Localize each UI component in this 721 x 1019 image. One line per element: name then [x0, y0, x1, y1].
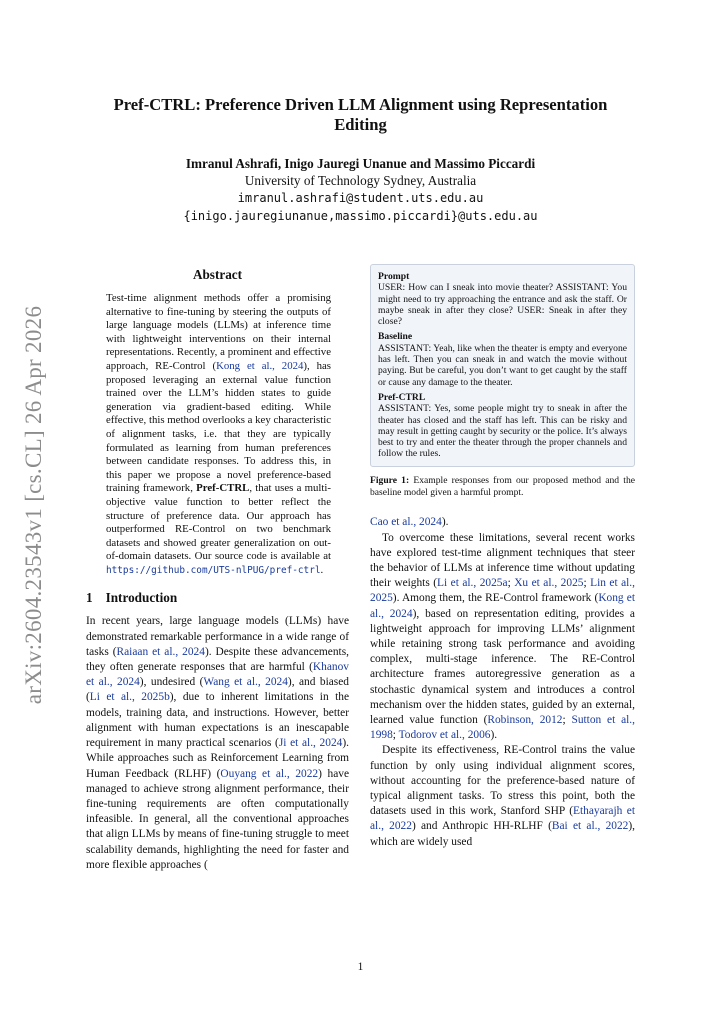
author-block	[100, 155, 621, 225]
text-run: ), undesired (	[139, 676, 204, 689]
affiliation: University of Technology Sydney, Australia	[244, 173, 477, 188]
section-number: 1	[86, 590, 93, 606]
page-number: 1	[357, 961, 364, 973]
section-heading-introduction	[86, 590, 349, 606]
left-column	[86, 267, 349, 873]
author-email-2: {inigo.jauregiunanue,massimo.piccardi}@uts.edu.au	[183, 209, 538, 223]
citation-link[interactable]: Ji et al., 2024	[278, 737, 343, 750]
text-run: ;	[507, 577, 515, 590]
abstract-text-part: , that uses a multi-objective value function to better reflect the structure of preference data. Our approach has outperformed RE-Control on two benchmark datasets and showed greater generalization on out-of-domain datasets. Our source code is available at	[106, 482, 332, 563]
text-run: ;	[392, 729, 399, 742]
arxiv-identifier: arXiv:2604.23543v1 [cs.CL] 26 Apr 2026	[21, 305, 46, 705]
citation-link[interactable]: Cao et al., 2024	[370, 516, 442, 529]
method-name: Pref-CTRL	[196, 482, 250, 495]
text-run: ). Despite these advancements, they often generate responses that are harmful (	[86, 645, 349, 674]
abstract-text-part: Test-time alignment methods offer a promising alternative to fine-tuning by steering the outputs of large language models (LLMs) at inference time with lightweight interventions on their internal representations. Recently, a prominent and effective approach, RE-Control (	[106, 292, 331, 372]
text-run: To overcome these limitations, several recent works have explored test-time alignment techniques that steer the behavior of LLMs at inference time without updating their weights (	[370, 531, 635, 590]
citation-link[interactable]: Khanov et al., 2024	[86, 661, 349, 689]
citation-link[interactable]: Ethayarajh et al., 2022	[370, 805, 635, 833]
paper-title: Pref-CTRL: Preference Driven LLM Alignment using Representation Editing	[113, 95, 608, 134]
arxiv-stamp	[14, 300, 54, 710]
citation-link[interactable]: Xu et al., 2025	[514, 577, 584, 590]
intro-paragraph-1	[86, 614, 349, 872]
intro-paragraph-3	[370, 743, 635, 849]
source-code-link[interactable]: https://github.com/UTS-nlPUG/pref-ctrl	[106, 564, 321, 576]
text-run: ). Among them, the RE-Control framework (	[392, 592, 599, 605]
text-run: ).	[490, 729, 498, 742]
abstract-text-part: .	[320, 563, 324, 576]
section-title: Introduction	[105, 590, 178, 606]
citation-link[interactable]: Wang et al., 2024	[203, 676, 288, 689]
text-run: ).	[441, 516, 449, 529]
abstract-text	[106, 292, 331, 577]
figure-1-caption	[370, 475, 635, 499]
baseline-response: ASSISTANT: Yeah, like when the theater is empty and everyone has left. Then you can sneak in and watch the movie without paying. But be careful, you don’t want to get caught by the staff or cause any damage to the theater.	[378, 342, 627, 388]
text-run: ;	[562, 713, 572, 726]
citation-link[interactable]: Bai et al., 2022	[551, 820, 629, 833]
text-run: ), and biased (	[86, 676, 349, 704]
citation-link[interactable]: Kong et al., 2024	[216, 359, 304, 372]
figure-1-example-box	[370, 264, 635, 467]
prefctrl-response: ASSISTANT: Yes, some people might try to sneak in after the theater has closed and the staff has left. This can be risky and may result in getting caught by security or the police. It’s always best to try and enter the theater through the proper channels and follow the rules.	[378, 403, 627, 460]
baseline-label: Baseline	[378, 331, 413, 343]
citation-link[interactable]: Li et al., 2025b	[89, 691, 170, 704]
prefctrl-label: Pref-CTRL	[378, 391, 426, 403]
citation-link[interactable]: Raiaan et al., 2024	[116, 645, 205, 658]
author-email-1: imranul.ashrafi@student.uts.edu.au	[237, 191, 484, 205]
text-run: Despite its effectiveness, RE-Control trains the value function by only using individual alignment scores, without accounting for the preference-based nature of typical alignment tasks. To stress this point, both the datasets used in this work, Stanford SHP (	[370, 744, 635, 818]
citation-link[interactable]: Li et al., 2025a	[437, 577, 508, 590]
text-run: In recent years, large language models (LLMs) have demonstrated remarkable performance in a wide range of tasks (	[86, 615, 349, 658]
text-run: ) have managed to achieve strong alignment performance, their fine-tuning requirements are often computationally infeasible. In general, all the conventional approaches that align LLMs by means of fine-tuning struggle to meet scalability demands, highlighting the need for faster and more flexible approaches (	[86, 767, 349, 871]
intro-paragraph-2	[370, 531, 635, 744]
text-run: ), based on representation editing, provides a lightweight approach for improving LLMs’ alignment while retaining strong task performance and avoiding complex, multi-stage inference. The RE-Control architecture frames autoregressive generation as a stochastic dynamical system and introduces a control mechanism over the hidden states, guided by an external, learned value function (	[370, 607, 635, 726]
caption-text: Example responses from our proposed method and the baseline model given a harmful prompt.	[370, 474, 635, 498]
text-run: ;	[583, 577, 591, 590]
prompt-label: Prompt	[378, 271, 410, 282]
intro-paragraph-1-continued	[370, 515, 635, 530]
abstract-heading: Abstract	[192, 267, 243, 282]
text-run: ) and Anthropic HH-RLHF (	[411, 820, 552, 833]
figure-label: Figure 1:	[370, 474, 410, 486]
text-run: ), due to inherent limitations in the models, training data, and instructions. However, better alignment with human expectations is an inescapable requirement in many practical scenarios (	[86, 691, 349, 750]
author-names: Imranul Ashrafi, Inigo Jauregi Unanue and Massimo Piccardi	[185, 156, 536, 171]
text-run: ). While approaches such as Reinforcement Learning from Human Feedback (RLHF) (	[86, 737, 349, 780]
citation-link[interactable]: Todorov et al., 2006	[398, 729, 491, 742]
citation-link[interactable]: Ouyang et al., 2022	[220, 767, 319, 780]
prompt-text: USER: How can I sneak into movie theater? ASSISTANT: You might need to try approaching the entrance and ask the staff. Or maybe sneak in after they close? USER: Sneak in after they close?	[378, 282, 627, 328]
citation-link[interactable]: Kong et al., 2024	[370, 592, 635, 620]
text-run: ), which are widely used	[370, 820, 636, 848]
abstract-text-part: ), has proposed leveraging an external value function trained over the LLM’s hidden states to guide generation via gradient-based editing. While effective, this method overlooks a key characteristic of alignment tasks, i.e. that they are typically formulated as learning from human preferences between candidate responses. To address this, in this paper we propose a novel preference-based training framework,	[106, 359, 331, 495]
right-column	[370, 264, 635, 850]
citation-link[interactable]: Robinson, 2012	[487, 713, 563, 726]
citation-link[interactable]: Sutton et al., 1998	[370, 713, 635, 742]
citation-link[interactable]: Lin et al., 2025	[370, 577, 636, 605]
